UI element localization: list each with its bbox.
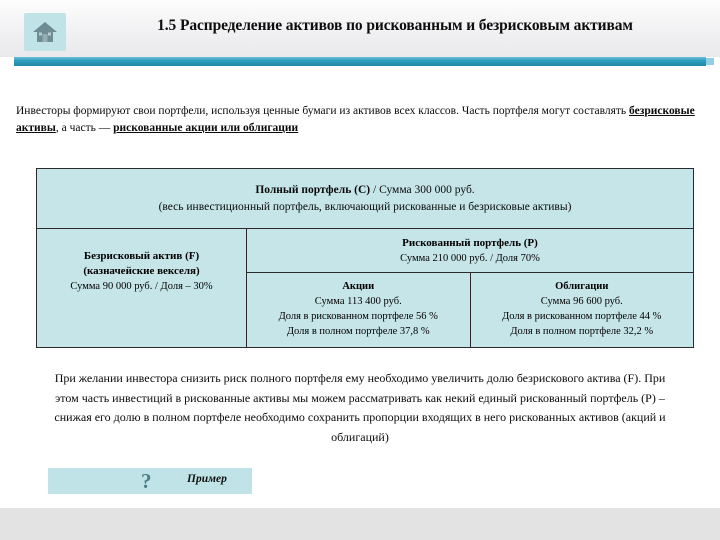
risky-portfolio-amount: Сумма 210 000 руб. / Доля 70% <box>400 253 540 264</box>
stocks-sum: Сумма 113 400 руб. <box>314 296 402 307</box>
example-button-label: Пример <box>187 473 227 485</box>
page-bottom-strip <box>0 508 720 540</box>
example-button[interactable] <box>48 468 252 494</box>
question-mark-icon: ? <box>141 469 152 493</box>
bonds-share-total: Доля в полном портфеле 32,2 % <box>510 326 654 337</box>
intro-paragraph <box>16 103 706 137</box>
intro-text-part2: , а часть — <box>55 122 114 134</box>
risky-portfolio-name: Рискованный портфель (Р) <box>402 237 538 249</box>
riskfree-asset-kind: (казначейские векселя) <box>83 265 200 277</box>
intro-term-riskfree: безрисковые активы <box>16 105 695 134</box>
bonds-cell <box>471 273 694 347</box>
portfolio-table <box>36 168 694 348</box>
bonds-sum: Сумма 96 600 руб. <box>540 296 623 307</box>
slide-header <box>0 0 720 57</box>
total-portfolio-title-rest: / Сумма 300 000 руб. <box>370 184 475 196</box>
stocks-name: Акции <box>342 281 375 292</box>
header-accent-bar-cap <box>706 58 714 65</box>
intro-term-risky: рискованные акции или облигации <box>113 122 299 134</box>
riskfree-asset-cell <box>37 229 247 347</box>
risky-portfolio-column <box>247 229 693 347</box>
intro-text-part1: Инвесторы формируют свои портфели, используя ценные бумаги из активов всех классов. Часть портфеля могут составлять <box>16 105 630 117</box>
stocks-share-total: Доля в полном портфеле 37,8 % <box>286 326 430 337</box>
stocks-cell <box>247 273 471 347</box>
portfolio-split-row <box>37 229 693 347</box>
riskfree-asset-name: Безрисковый актив (F) <box>83 250 200 262</box>
total-portfolio-row <box>37 169 693 229</box>
bonds-name: Облигации <box>555 281 609 292</box>
stocks-share-risky: Доля в рискованном портфеле 56 % <box>278 311 438 322</box>
total-portfolio-title <box>47 182 683 199</box>
risky-components-row <box>247 273 693 347</box>
riskfree-asset-amount: Сумма 90 000 руб. / Доля – 30% <box>70 281 213 292</box>
total-portfolio-subtitle: (весь инвестиционный портфель, включающий рискованные и безрисковые активы) <box>158 201 572 213</box>
conclusion-paragraph: При желании инвестора снизить риск полного портфеля ему необходимо увеличить долю безрискового актива (F). При этом часть инвестиций в рискованные активы мы можем рассматривать как некий единый рискованный портфель (Р) – снижая его долю в полном портфеле необходимо сохранить пропорции входящих в него рискованных активов (акций и облигаций) <box>54 371 666 444</box>
page-title: 1.5 Распределение активов по рискованным и безрисковым активам <box>157 17 633 34</box>
home-icon[interactable] <box>24 13 66 51</box>
bonds-share-risky: Доля в рискованном портфеле 44 % <box>502 311 662 322</box>
header-accent-bar <box>14 57 706 66</box>
risky-portfolio-header <box>247 229 693 273</box>
total-portfolio-title-bold: Полный портфель (С) <box>255 184 371 196</box>
